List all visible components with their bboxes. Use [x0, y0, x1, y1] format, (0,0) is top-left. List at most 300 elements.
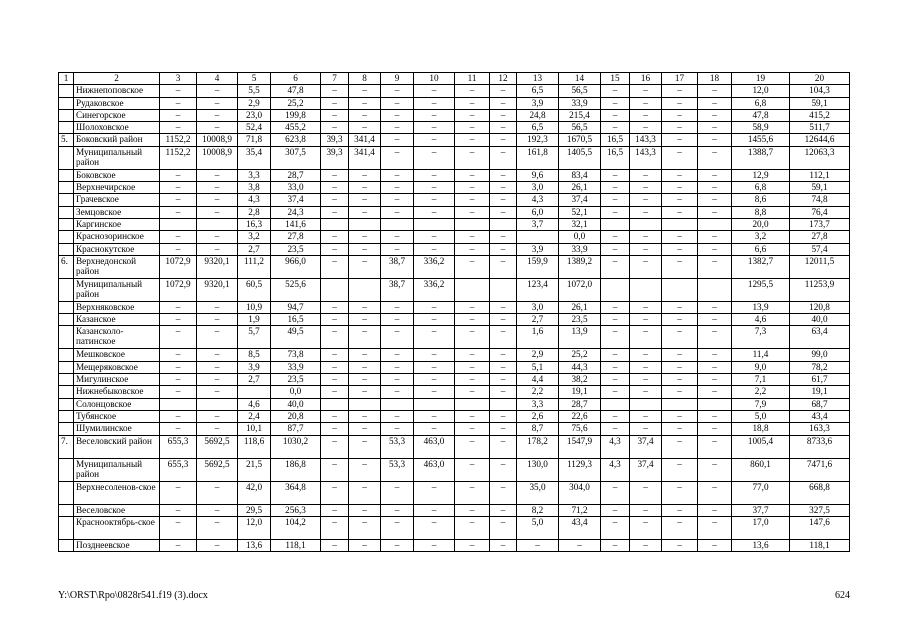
value-cell: –: [630, 194, 662, 206]
value-cell: –: [601, 386, 630, 398]
table-row: [59, 398, 850, 410]
header-cell: 18: [698, 73, 732, 85]
value-cell: –: [197, 109, 238, 121]
value-cell: –: [662, 109, 698, 121]
value-cell: 463,0: [414, 435, 455, 458]
value-cell: 71,2: [559, 504, 601, 516]
value-cell: 1382,7: [732, 255, 790, 278]
value-cell: –: [197, 301, 238, 313]
value-cell: –: [197, 206, 238, 218]
value-cell: –: [601, 122, 630, 134]
value-cell: 3,3: [517, 398, 559, 410]
value-cell: –: [381, 206, 414, 218]
index-cell: [59, 146, 74, 169]
value-cell: –: [197, 314, 238, 326]
value-cell: –: [490, 539, 517, 551]
data-table: [58, 72, 850, 552]
value-cell: [698, 398, 732, 410]
value-cell: –: [630, 423, 662, 435]
value-cell: –: [630, 182, 662, 194]
table-row: [59, 134, 850, 146]
value-cell: –: [349, 326, 381, 349]
index-cell: [59, 398, 74, 410]
value-cell: 26,1: [559, 301, 601, 313]
value-cell: 76,4: [790, 206, 850, 218]
value-cell: –: [455, 109, 490, 121]
value-cell: 27,8: [790, 231, 850, 243]
index-cell: [59, 516, 74, 539]
value-cell: –: [455, 326, 490, 349]
value-cell: [662, 278, 698, 301]
value-cell: 38,7: [381, 255, 414, 278]
value-cell: 199,8: [271, 109, 321, 121]
value-cell: –: [601, 231, 630, 243]
value-cell: –: [349, 481, 381, 504]
value-cell: –: [160, 361, 197, 373]
value-cell: –: [160, 194, 197, 206]
value-cell: 1295,5: [732, 278, 790, 301]
value-cell: –: [601, 182, 630, 194]
value-cell: 623,8: [271, 134, 321, 146]
index-cell: [59, 218, 74, 230]
value-cell: –: [490, 481, 517, 504]
value-cell: –: [698, 122, 732, 134]
index-cell: [59, 410, 74, 422]
value-cell: 9320,1: [197, 278, 238, 301]
table-row: [59, 169, 850, 181]
value-cell: –: [630, 122, 662, 134]
value-cell: –: [321, 194, 349, 206]
name-cell: Казансколо-патинское: [74, 326, 160, 349]
header-cell: 12: [490, 73, 517, 85]
value-cell: –: [630, 410, 662, 422]
value-cell: –: [160, 374, 197, 386]
table-row: [59, 504, 850, 516]
value-cell: –: [630, 349, 662, 361]
value-cell: –: [160, 243, 197, 255]
value-cell: 3,9: [238, 361, 271, 373]
value-cell: –: [698, 349, 732, 361]
value-cell: [321, 218, 349, 230]
value-cell: –: [662, 410, 698, 422]
table-row: [59, 458, 850, 481]
value-cell: –: [601, 206, 630, 218]
value-cell: 5692,5: [197, 458, 238, 481]
value-cell: 860,1: [732, 458, 790, 481]
value-cell: –: [601, 361, 630, 373]
header-cell: 9: [381, 73, 414, 85]
value-cell: 3,0: [517, 182, 559, 194]
value-cell: –: [160, 349, 197, 361]
value-cell: –: [630, 206, 662, 218]
value-cell: 327,5: [790, 504, 850, 516]
value-cell: 4,3: [517, 194, 559, 206]
value-cell: 37,4: [271, 194, 321, 206]
value-cell: –: [197, 516, 238, 539]
value-cell: –: [455, 231, 490, 243]
value-cell: –: [321, 423, 349, 435]
value-cell: –: [321, 122, 349, 134]
value-cell: 87,7: [271, 423, 321, 435]
value-cell: –: [698, 206, 732, 218]
value-cell: –: [321, 85, 349, 97]
value-cell: –: [321, 109, 349, 121]
value-cell: –: [455, 206, 490, 218]
value-cell: –: [381, 410, 414, 422]
value-cell: –: [197, 423, 238, 435]
header-cell: 19: [732, 73, 790, 85]
value-cell: 966,0: [271, 255, 321, 278]
name-cell: Боковское: [74, 169, 160, 181]
table-row: [59, 231, 850, 243]
value-cell: –: [630, 255, 662, 278]
value-cell: 463,0: [414, 458, 455, 481]
value-cell: –: [414, 134, 455, 146]
value-cell: –: [698, 255, 732, 278]
value-cell: –: [662, 374, 698, 386]
value-cell: –: [662, 349, 698, 361]
value-cell: –: [455, 481, 490, 504]
value-cell: 2,6: [517, 410, 559, 422]
value-cell: –: [662, 326, 698, 349]
value-cell: –: [490, 109, 517, 121]
index-cell: 6.: [59, 255, 74, 278]
name-cell: Рудаковское: [74, 97, 160, 109]
value-cell: 40,0: [271, 398, 321, 410]
value-cell: –: [662, 423, 698, 435]
value-cell: –: [414, 206, 455, 218]
value-cell: –: [197, 326, 238, 349]
value-cell: 39,3: [321, 146, 349, 169]
header-cell: 7: [321, 73, 349, 85]
value-cell: [381, 398, 414, 410]
value-cell: 159,9: [517, 255, 559, 278]
value-cell: [321, 278, 349, 301]
value-cell: –: [698, 314, 732, 326]
value-cell: –: [490, 435, 517, 458]
value-cell: –: [490, 206, 517, 218]
value-cell: –: [349, 539, 381, 551]
value-cell: –: [381, 301, 414, 313]
value-cell: –: [321, 539, 349, 551]
value-cell: –: [601, 374, 630, 386]
value-cell: 25,2: [271, 97, 321, 109]
value-cell: –: [349, 122, 381, 134]
index-cell: [59, 109, 74, 121]
value-cell: 3,9: [517, 243, 559, 255]
value-cell: 53,3: [381, 458, 414, 481]
value-cell: –: [490, 97, 517, 109]
value-cell: 192,3: [517, 134, 559, 146]
value-cell: –: [490, 423, 517, 435]
value-cell: –: [630, 481, 662, 504]
value-cell: –: [349, 243, 381, 255]
value-cell: [601, 278, 630, 301]
value-cell: –: [601, 349, 630, 361]
table-row: [59, 255, 850, 278]
value-cell: –: [455, 539, 490, 551]
value-cell: 118,1: [790, 539, 850, 551]
value-cell: 5,1: [517, 361, 559, 373]
value-cell: –: [601, 301, 630, 313]
header-cell: 1: [59, 73, 74, 85]
value-cell: 77,0: [732, 481, 790, 504]
value-cell: –: [160, 481, 197, 504]
value-cell: [601, 398, 630, 410]
value-cell: –: [321, 301, 349, 313]
table-row: [59, 146, 850, 169]
value-cell: 655,3: [160, 458, 197, 481]
index-cell: [59, 326, 74, 349]
value-cell: –: [321, 255, 349, 278]
header-cell: 17: [662, 73, 698, 85]
value-cell: –: [698, 194, 732, 206]
value-cell: –: [381, 109, 414, 121]
index-cell: [59, 458, 74, 481]
value-cell: 6,5: [517, 85, 559, 97]
value-cell: –: [381, 231, 414, 243]
value-cell: –: [490, 122, 517, 134]
value-cell: –: [455, 458, 490, 481]
value-cell: –: [160, 539, 197, 551]
value-cell: –: [414, 386, 455, 398]
value-cell: 68,7: [790, 398, 850, 410]
value-cell: –: [698, 361, 732, 373]
table-row: [59, 410, 850, 422]
name-cell: Мигулинское: [74, 374, 160, 386]
value-cell: 123,4: [517, 278, 559, 301]
value-cell: 16,5: [271, 314, 321, 326]
value-cell: 57,4: [790, 243, 850, 255]
value-cell: –: [490, 458, 517, 481]
value-cell: –: [381, 122, 414, 134]
value-cell: 12,0: [238, 516, 271, 539]
value-cell: –: [197, 122, 238, 134]
value-cell: 111,2: [238, 255, 271, 278]
value-cell: –: [630, 231, 662, 243]
name-cell: Земцовское: [74, 206, 160, 218]
value-cell: –: [414, 410, 455, 422]
table-row: [59, 386, 850, 398]
value-cell: –: [455, 255, 490, 278]
table-row: [59, 243, 850, 255]
value-cell: 8,6: [732, 194, 790, 206]
value-cell: –: [662, 481, 698, 504]
value-cell: [490, 398, 517, 410]
value-cell: 83,4: [559, 169, 601, 181]
value-cell: 42,0: [238, 481, 271, 504]
value-cell: 23,5: [559, 314, 601, 326]
value-cell: –: [381, 539, 414, 551]
header-cell: 2: [74, 73, 160, 85]
value-cell: –: [160, 516, 197, 539]
table-row: [59, 301, 850, 313]
name-cell: Краснозоринское: [74, 231, 160, 243]
value-cell: 1,6: [517, 326, 559, 349]
value-cell: –: [349, 301, 381, 313]
value-cell: –: [698, 516, 732, 539]
value-cell: 71,8: [238, 134, 271, 146]
value-cell: 3,9: [517, 97, 559, 109]
value-cell: –: [455, 361, 490, 373]
value-cell: 53,3: [381, 435, 414, 458]
index-cell: [59, 349, 74, 361]
value-cell: –: [698, 504, 732, 516]
value-cell: –: [662, 301, 698, 313]
value-cell: –: [160, 231, 197, 243]
value-cell: –: [630, 504, 662, 516]
value-cell: –: [601, 243, 630, 255]
value-cell: 58,9: [732, 122, 790, 134]
value-cell: 4,6: [732, 314, 790, 326]
index-cell: [59, 278, 74, 301]
index-cell: [59, 539, 74, 551]
value-cell: –: [490, 361, 517, 373]
value-cell: 0,0: [559, 231, 601, 243]
value-cell: 1547,9: [559, 435, 601, 458]
value-cell: –: [490, 301, 517, 313]
value-cell: 2,9: [517, 349, 559, 361]
value-cell: –: [160, 301, 197, 313]
value-cell: 256,3: [271, 504, 321, 516]
value-cell: 43,4: [559, 516, 601, 539]
header-cell: 10: [414, 73, 455, 85]
value-cell: 49,5: [271, 326, 321, 349]
name-cell: Краснооктябрь-ское: [74, 516, 160, 539]
value-cell: –: [698, 458, 732, 481]
value-cell: 4,3: [238, 194, 271, 206]
name-cell: Веселовское: [74, 504, 160, 516]
header-cell: 3: [160, 73, 197, 85]
index-cell: [59, 504, 74, 516]
value-cell: –: [321, 435, 349, 458]
value-cell: 20,8: [271, 410, 321, 422]
header-cell: 11: [455, 73, 490, 85]
value-cell: –: [601, 85, 630, 97]
value-cell: 16,5: [601, 146, 630, 169]
value-cell: –: [321, 243, 349, 255]
value-cell: –: [414, 349, 455, 361]
value-cell: 23,5: [271, 243, 321, 255]
index-cell: [59, 423, 74, 435]
table-row: [59, 182, 850, 194]
header-cell: 15: [601, 73, 630, 85]
value-cell: –: [662, 314, 698, 326]
name-cell: Казанское: [74, 314, 160, 326]
value-cell: 1389,2: [559, 255, 601, 278]
value-cell: –: [662, 97, 698, 109]
value-cell: –: [630, 314, 662, 326]
value-cell: 2,4: [238, 410, 271, 422]
value-cell: –: [455, 423, 490, 435]
value-cell: 18,8: [732, 423, 790, 435]
index-cell: [59, 374, 74, 386]
value-cell: –: [490, 386, 517, 398]
value-cell: [517, 231, 559, 243]
value-cell: 8,8: [732, 206, 790, 218]
value-cell: –: [414, 516, 455, 539]
value-cell: –: [698, 85, 732, 97]
value-cell: –: [698, 326, 732, 349]
value-cell: –: [381, 504, 414, 516]
value-cell: 1388,7: [732, 146, 790, 169]
value-cell: 147,6: [790, 516, 850, 539]
value-cell: –: [414, 374, 455, 386]
value-cell: –: [490, 516, 517, 539]
value-cell: –: [414, 243, 455, 255]
value-cell: –: [381, 374, 414, 386]
value-cell: –: [321, 516, 349, 539]
table-row: [59, 423, 850, 435]
value-cell: –: [381, 85, 414, 97]
value-cell: –: [321, 97, 349, 109]
value-cell: –: [197, 410, 238, 422]
value-cell: [662, 398, 698, 410]
value-cell: –: [349, 97, 381, 109]
value-cell: –: [455, 169, 490, 181]
value-cell: 12063,3: [790, 146, 850, 169]
value-cell: –: [698, 146, 732, 169]
value-cell: 11253,9: [790, 278, 850, 301]
value-cell: –: [381, 194, 414, 206]
value-cell: 3,7: [517, 218, 559, 230]
value-cell: 9320,1: [197, 255, 238, 278]
value-cell: –: [490, 349, 517, 361]
value-cell: –: [455, 349, 490, 361]
value-cell: –: [197, 97, 238, 109]
value-cell: –: [630, 169, 662, 181]
value-cell: 304,0: [559, 481, 601, 504]
value-cell: [349, 398, 381, 410]
value-cell: 1072,9: [160, 278, 197, 301]
value-cell: 2,9: [238, 97, 271, 109]
table-row: [59, 122, 850, 134]
name-cell: Верхняковское: [74, 301, 160, 313]
value-cell: 20,0: [732, 218, 790, 230]
value-cell: 60,5: [238, 278, 271, 301]
header-cell: 6: [271, 73, 321, 85]
footer-file-path: Y:\ORST\Rpo\0828r541.f19 (3).docx: [58, 590, 208, 601]
value-cell: –: [662, 146, 698, 169]
value-cell: –: [160, 85, 197, 97]
name-cell: Тубянское: [74, 410, 160, 422]
value-cell: –: [601, 314, 630, 326]
value-cell: –: [414, 504, 455, 516]
value-cell: 7,1: [732, 374, 790, 386]
value-cell: 10,9: [238, 301, 271, 313]
value-cell: –: [414, 361, 455, 373]
value-cell: 52,1: [559, 206, 601, 218]
value-cell: –: [698, 243, 732, 255]
value-cell: 28,7: [559, 398, 601, 410]
value-cell: –: [698, 539, 732, 551]
index-cell: [59, 301, 74, 313]
value-cell: –: [601, 109, 630, 121]
value-cell: –: [601, 423, 630, 435]
value-cell: –: [455, 504, 490, 516]
value-cell: 112,1: [790, 169, 850, 181]
value-cell: 9,0: [732, 361, 790, 373]
value-cell: –: [197, 349, 238, 361]
value-cell: –: [381, 516, 414, 539]
value-cell: 5,0: [732, 410, 790, 422]
value-cell: 4,4: [517, 374, 559, 386]
value-cell: 33,9: [559, 97, 601, 109]
value-cell: –: [662, 231, 698, 243]
value-cell: 61,7: [790, 374, 850, 386]
value-cell: –: [455, 374, 490, 386]
value-cell: 10008,9: [197, 146, 238, 169]
